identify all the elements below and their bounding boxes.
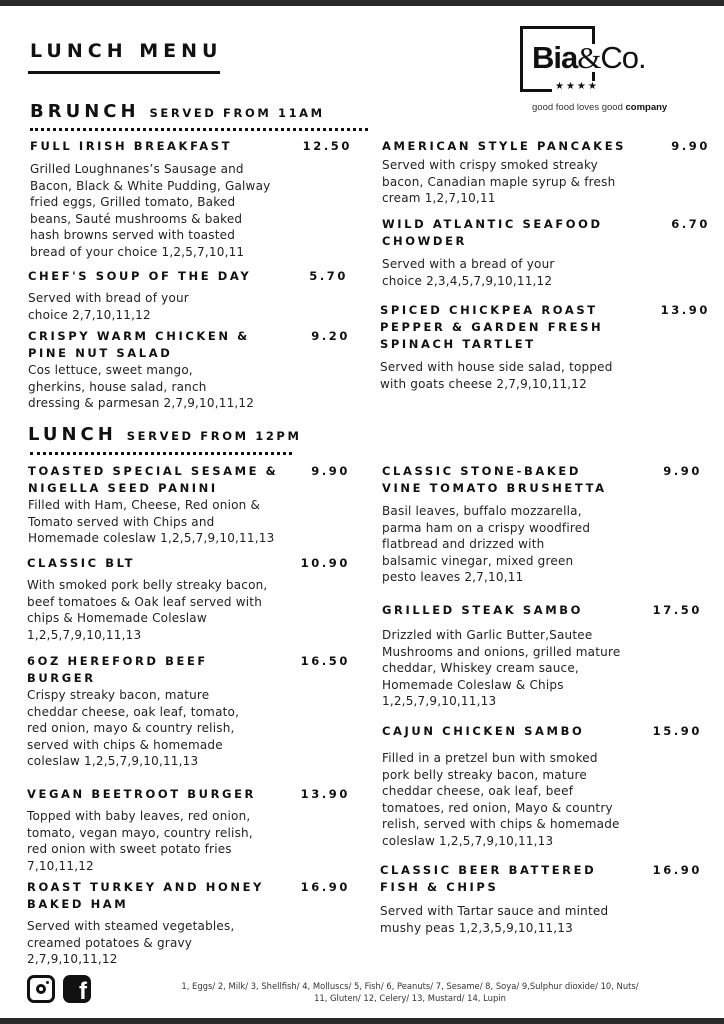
lunch-heading [28, 424, 302, 445]
menu-item [382, 463, 702, 586]
item-description: Basil leaves, buffalo mozzarella, parma ham on a crispy woodfired flatbread and drizzed with balsamic vinegar, mixed green pesto leaves 2,7,10,11 [382, 504, 591, 585]
item-name: CRISPY WARM CHICKEN & PINE NUT SALAD [28, 329, 250, 360]
item-description: With smoked pork belly streaky bacon, beef tomatoes & Oak leaf served with chips & Homemade Coleslaw 1,2,5,7,9,10,11,13 [27, 578, 268, 642]
item-description: Drizzled with Garlic Butter,Sautee Mushrooms and onions, grilled mature cheddar, Whiskey cream sauce, Homemade Coleslaw & Chips 1,2,5,7,9,10,11,13 [382, 628, 621, 709]
item-name: CHEF'S SOUP OF THE DAY [28, 269, 252, 283]
item-description: Served with steamed vegetables, creamed potatoes & gravy 2,7,9,10,11,12 [27, 919, 235, 967]
logo-tagline: good food loves good company [532, 102, 668, 113]
item-price: 9.90 [671, 139, 710, 153]
brunch-heading [30, 101, 325, 122]
title-underline [28, 71, 220, 74]
item-price: 5.70 [309, 269, 348, 283]
allergen-line: 11, Gluten/ 12, Celery/ 13, Mustard/ 14, Lupin [314, 993, 506, 1003]
item-description: Filled in a pretzel bun with smoked pork belly streaky bacon, mature cheddar cheese, oak leaf, beef tomatoes, red onion, Mayo & country relish, served with chips & homemade coleslaw 1,2,5,7,9,10,11,13 [382, 751, 620, 848]
lunch-divider [30, 452, 292, 455]
logo-stars: ★★★★ [552, 81, 602, 92]
item-name: CLASSIC BLT [27, 556, 136, 570]
brunch-subtitle: SERVED FROM 11AM [149, 106, 325, 120]
menu-item [28, 268, 348, 323]
menu-title: LUNCH MENU [30, 40, 223, 62]
bia-co-logo [518, 26, 688, 122]
item-description: Cos lettuce, sweet mango, gherkins, house salad, ranch dressing & parmesan 2,7,9,10,11,12 [28, 363, 255, 411]
item-name: SPICED CHICKPEA ROAST PEPPER & GARDEN FRESH SPINACH TARTLET [380, 303, 604, 351]
item-price: 17.50 [652, 603, 702, 617]
item-price: 13.90 [660, 303, 710, 317]
lunch-subtitle: SERVED FROM 12PM [126, 429, 302, 443]
menu-item [382, 138, 710, 207]
menu-item [382, 216, 710, 289]
item-description: Served with bread of your choice 2,7,10,11,12 [28, 291, 189, 322]
item-name: 6OZ HEREFORD BEEF BURGER [27, 654, 208, 685]
allergen-line: 1, Eggs/ 2, Milk/ 3, Shellfish/ 4, Molluscs/ 5, Fish/ 6, Peanuts/ 7, Sesame/ 8, Soya/ 9,Sulphur dioxide/ 10, Nuts/ [181, 981, 639, 991]
item-price: 15.90 [652, 724, 702, 738]
item-price: 9.90 [311, 464, 350, 478]
item-description: Filled with Ham, Cheese, Red onion & Tomato served with Chips and Homemade coleslaw 1,2,5,7,9,10,11,13 [28, 498, 275, 546]
item-name: GRILLED STEAK SAMBO [382, 603, 583, 617]
item-description: Grilled Loughnanes’s Sausage and Bacon, Black & White Pudding, Galway fried eggs, Grilled tomato, Baked beans, Sauté mushrooms & baked hash browns served with toasted bread of your choice 1,2,5,7,10,11 [30, 162, 271, 259]
item-name: CLASSIC BEER BATTERED FISH & CHIPS [380, 863, 597, 894]
menu-item [27, 555, 350, 643]
item-name: TOASTED SPECIAL SESAME & NIGELLA SEED PANINI [28, 464, 279, 495]
item-price: 10.90 [300, 556, 350, 570]
item-name: ROAST TURKEY AND HONEY BAKED HAM [27, 880, 264, 911]
item-name: CAJUN CHICKEN SAMBO [382, 724, 585, 738]
brunch-divider [30, 128, 368, 131]
facebook-icon[interactable]: f [63, 975, 91, 1003]
item-price: 12.50 [302, 139, 352, 153]
item-price: 16.50 [300, 654, 350, 668]
item-description: Crispy streaky bacon, mature cheddar cheese, oak leaf, tomato, red onion, mayo & country relish, served with chips & homemade coleslaw 1,2,5,7,9,10,11,13 [27, 688, 240, 769]
menu-item [380, 862, 702, 936]
item-price: 9.90 [663, 464, 702, 478]
menu-item [27, 786, 350, 874]
item-price: 13.90 [300, 787, 350, 801]
item-description: Topped with baby leaves, red onion, tomato, vegan mayo, country relish, red onion with sweet potato fries 7,10,11,12 [27, 809, 253, 873]
item-description: Served with Tartar sauce and minted mushy peas 1,2,3,5,9,10,11,13 [380, 904, 609, 935]
menu-item [382, 723, 702, 850]
item-name: WILD ATLANTIC SEAFOOD CHOWDER [382, 217, 603, 248]
menu-item [30, 138, 352, 261]
lunch-title: LUNCH [28, 424, 117, 445]
item-name: VEGAN BEETROOT BURGER [27, 787, 257, 801]
menu-item [28, 328, 350, 412]
item-name: FULL IRISH BREAKFAST [30, 139, 233, 153]
item-description: Served with a bread of your choice 2,3,4,5,7,9,10,11,12 [382, 257, 555, 288]
menu-item [28, 463, 350, 547]
item-description: Served with crispy smoked streaky bacon, Canadian maple syrup & fresh cream 1,2,7,10,11 [382, 158, 616, 206]
item-price: 6.70 [671, 217, 710, 231]
instagram-icon[interactable] [27, 975, 55, 1003]
menu-item [27, 653, 350, 770]
brunch-title: BRUNCH [30, 101, 140, 122]
menu-item [27, 879, 350, 968]
item-name: AMERICAN STYLE PANCAKES [382, 139, 627, 153]
menu-item [382, 602, 702, 710]
item-description: Served with house side salad, topped with goats cheese 2,7,9,10,11,12 [380, 360, 613, 391]
item-price: 16.90 [652, 863, 702, 877]
logo-wordmark: Bia&Co. [532, 40, 646, 75]
item-price: 16.90 [300, 880, 350, 894]
menu-item [380, 302, 710, 392]
item-price: 9.20 [311, 329, 350, 343]
item-name: CLASSIC STONE-BAKED VINE TOMATO BRUSHETTA [382, 464, 607, 495]
allergen-legend [130, 980, 690, 1004]
